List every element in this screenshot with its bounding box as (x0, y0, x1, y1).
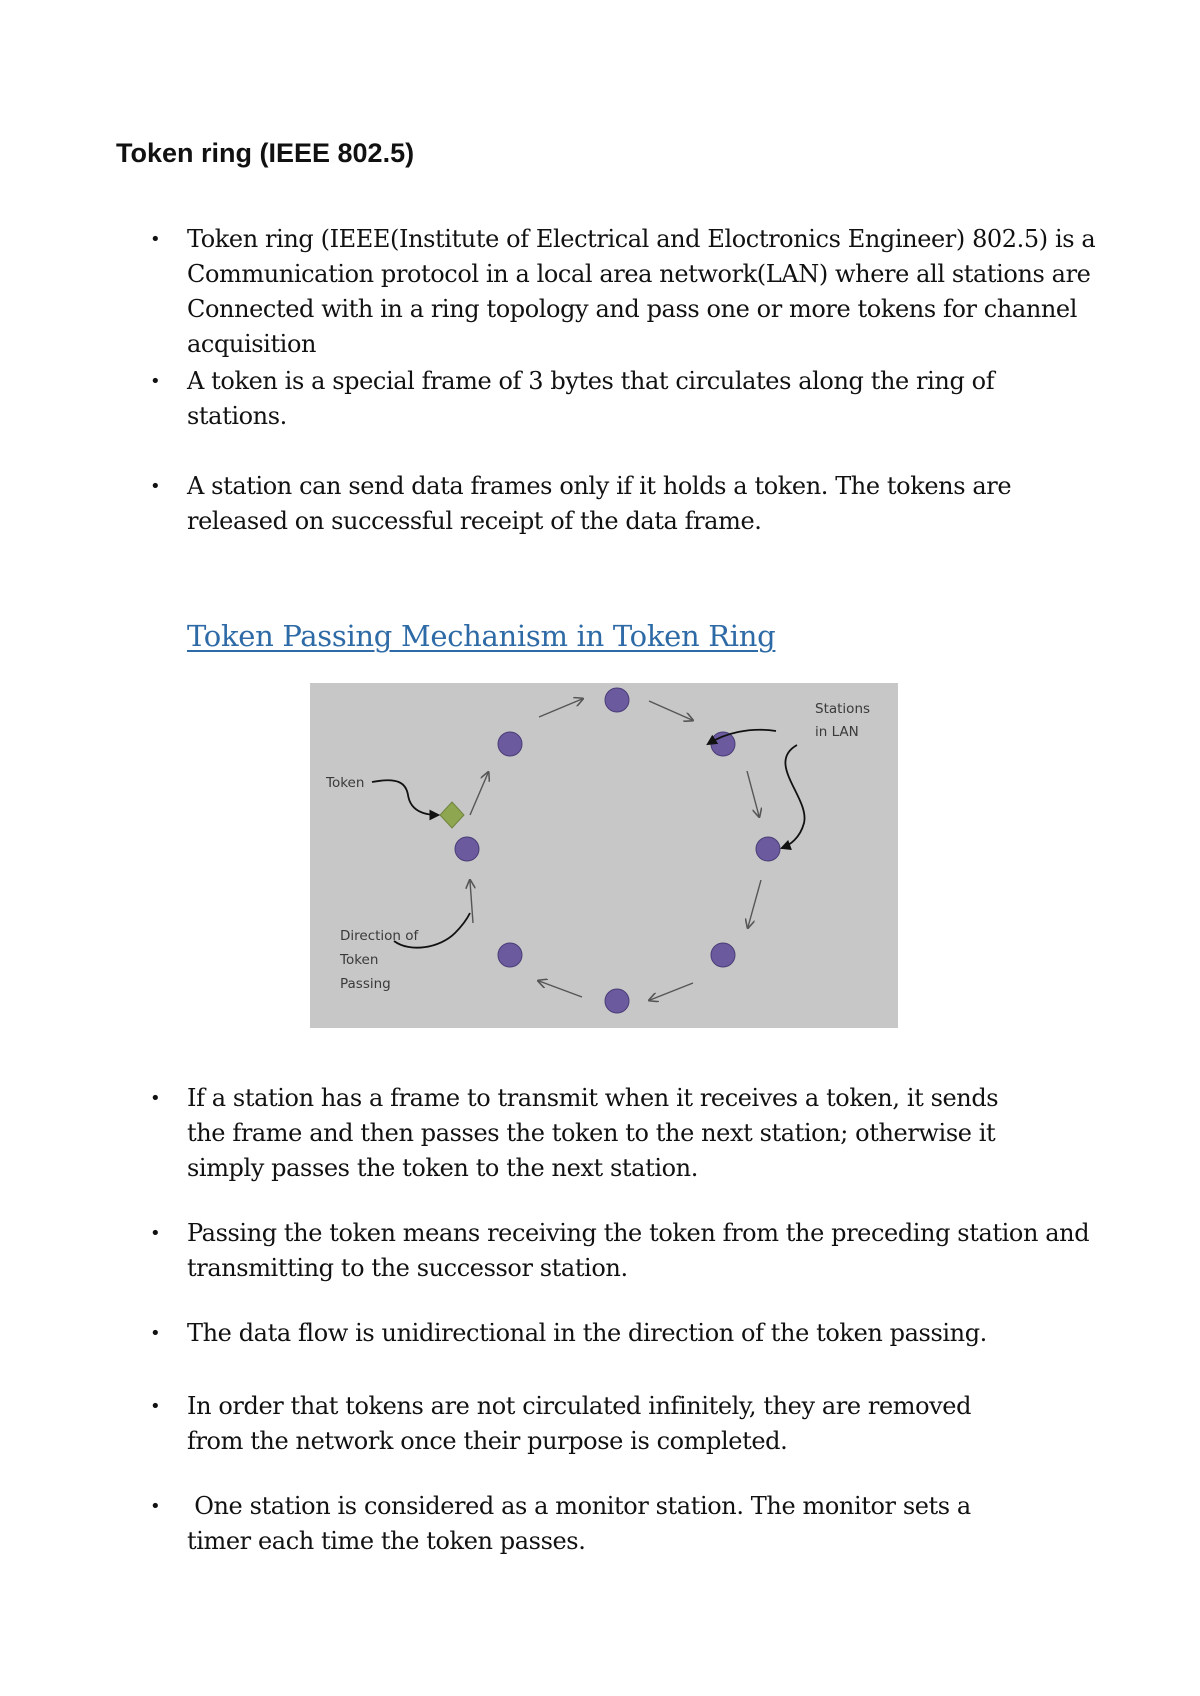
direction-arrow (748, 880, 761, 927)
text-line: Passing the token means receiving the token from the preceding station and (187, 1219, 1090, 1247)
direction-arrow (539, 981, 582, 997)
diagram-heading-link[interactable]: Token Passing Mechanism in Token Ring (187, 619, 776, 653)
text-line: acquisition (187, 330, 317, 358)
direction-arrow (747, 771, 759, 816)
text-line: timer each time the token passes. (187, 1527, 586, 1555)
bullet-item-monitor-station (0, 1489, 1200, 1559)
page-title: Token ring (IEEE 802.5) (116, 138, 415, 168)
station-node (498, 732, 522, 756)
bullet-icon: • (150, 1223, 161, 1244)
token-ring-diagram-svg (310, 683, 898, 1028)
direction-arrow (470, 881, 473, 923)
bullet-item-token-ring-definition (0, 222, 1200, 362)
direction-arrow (650, 983, 693, 1000)
token-callout-arrow (372, 780, 438, 815)
station-node (498, 943, 522, 967)
text-line: transmitting to the successor station. (187, 1254, 628, 1282)
bullet-icon: • (150, 1496, 161, 1517)
text-line: from the network once their purpose is completed. (187, 1427, 788, 1455)
text-line: simply passes the token to the next station. (187, 1154, 698, 1182)
station-node (756, 837, 780, 861)
text-line: If a station has a frame to transmit when it receives a token, it sends (187, 1084, 999, 1112)
direction-label-line1: Direction of (340, 928, 419, 944)
station-node (455, 837, 479, 861)
bullet-item-passing-token (0, 1216, 1200, 1286)
text-line: Connected with in a ring topology and pass one or more tokens for channel (187, 295, 1078, 323)
detail-bullet-list (0, 1081, 1200, 1589)
bullet-icon: • (150, 1396, 161, 1417)
bullet-icon: • (150, 1088, 161, 1109)
text-line: released on successful receipt of the data frame. (187, 507, 762, 535)
bullet-item-token-removal (0, 1389, 1200, 1459)
bullet-item-send-data (0, 469, 1200, 539)
stations-label-line2: in LAN (815, 724, 859, 740)
station-node (711, 943, 735, 967)
text-line: One station is considered as a monitor station. The monitor sets a (187, 1492, 971, 1520)
text-line: the frame and then passes the token to the next station; otherwise it (187, 1119, 996, 1147)
direction-label-line2: Token (340, 952, 379, 968)
stations-callout-arrow (782, 745, 805, 848)
direction-arrow (470, 773, 488, 815)
token-ring-diagram (310, 683, 898, 1028)
bullet-icon: • (150, 371, 161, 392)
token-diamond-icon (440, 802, 464, 828)
bullet-icon: • (150, 229, 161, 250)
stations-label-line1: Stations (815, 701, 871, 717)
bullet-item-token-frame (0, 364, 1200, 434)
bullet-item-data-flow (0, 1316, 1200, 1351)
bullet-item-transmit-frame (0, 1081, 1200, 1186)
intro-bullet-list (0, 222, 1200, 539)
text-line: Communication protocol in a local area network(LAN) where all stations are (187, 260, 1091, 288)
text-line: Token ring (IEEE(Institute of Electrical and Eloctronics Engineer) 802.5) is a (187, 225, 1096, 253)
text-line: A station can send data frames only if it holds a token. The tokens are (187, 472, 1012, 500)
bullet-icon: • (150, 1323, 161, 1344)
text-line: The data flow is unidirectional in the direction of the token passing. (187, 1319, 987, 1347)
station-node (605, 989, 629, 1013)
bullet-icon: • (150, 476, 161, 497)
station-node (605, 688, 629, 712)
text-line: stations. (187, 402, 287, 430)
direction-label-line3: Passing (340, 976, 391, 992)
direction-arrow (539, 699, 582, 717)
direction-arrow (649, 701, 692, 720)
text-line: In order that tokens are not circulated infinitely, they are removed (187, 1392, 972, 1420)
text-line: A token is a special frame of 3 bytes that circulates along the ring of (187, 367, 995, 395)
token-label: Token (326, 775, 365, 791)
